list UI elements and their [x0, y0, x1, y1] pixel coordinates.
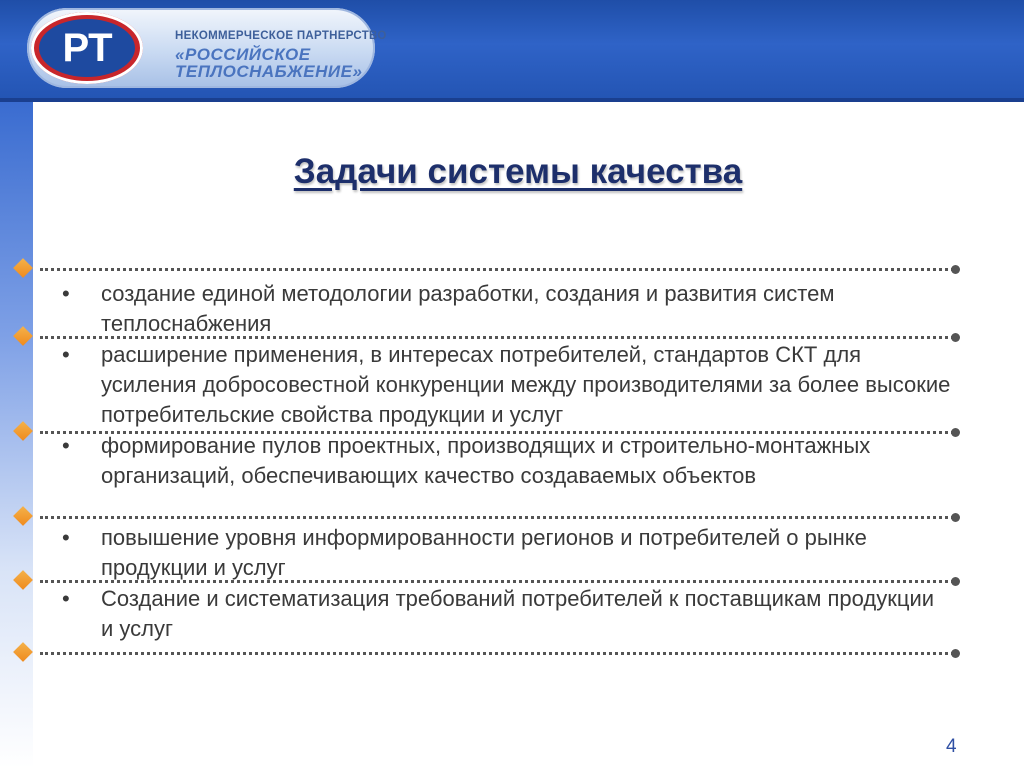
slide-title: Задачи системы качества [293, 152, 743, 191]
divider-end-dot [951, 513, 960, 522]
bullet-symbol: • [62, 281, 70, 306]
dotted-divider [14, 652, 960, 662]
logo-organization-name [175, 46, 400, 80]
list-item-text: расширение применения, в интересах потребителей, стандартов СКТ для усиления добросовестной конкуренции между производителями за более высокие потребительские свойства продукции и услуг [101, 342, 951, 427]
logo-org-line-1: «РОССИЙСКОЕ [175, 45, 311, 64]
divider-end-dot [951, 333, 960, 342]
logo-caption: НЕКОММЕРЧЕСКОЕ ПАРТНЕРСТВО [175, 30, 387, 42]
list-item-text: Создание и систематизация требований потребителей к поставщикам продукции и услуг [101, 586, 935, 641]
logo-letters: PT [39, 19, 135, 77]
page-number: 4 [946, 736, 957, 757]
list-item-text: повышение уровня информированности регионов и потребителей о рынке продукции и услуг [101, 525, 867, 580]
logo-emblem [31, 12, 143, 84]
divider-end-dot [951, 649, 960, 658]
bullet-symbol: • [62, 433, 70, 458]
logo-org-line-2: ТЕПЛОСНАБЖЕНИЕ» [175, 62, 363, 81]
bullet-symbol: • [62, 342, 70, 367]
divider-end-dot [951, 577, 960, 586]
header-divider-line [0, 98, 1024, 102]
bullet-symbol: • [62, 586, 70, 611]
list-item-text: формирование пулов проектных, производящих и строительно-монтажных организаций, обеспечивающих качество создаваемых объектов [101, 433, 871, 488]
divider-end-dot [951, 428, 960, 437]
bullet-symbol: • [62, 525, 70, 550]
list-item-text: создание единой методологии разработки, создания и развития систем теплоснабжения [101, 281, 835, 336]
dotted-divider [14, 268, 960, 278]
divider-end-dot [951, 265, 960, 274]
